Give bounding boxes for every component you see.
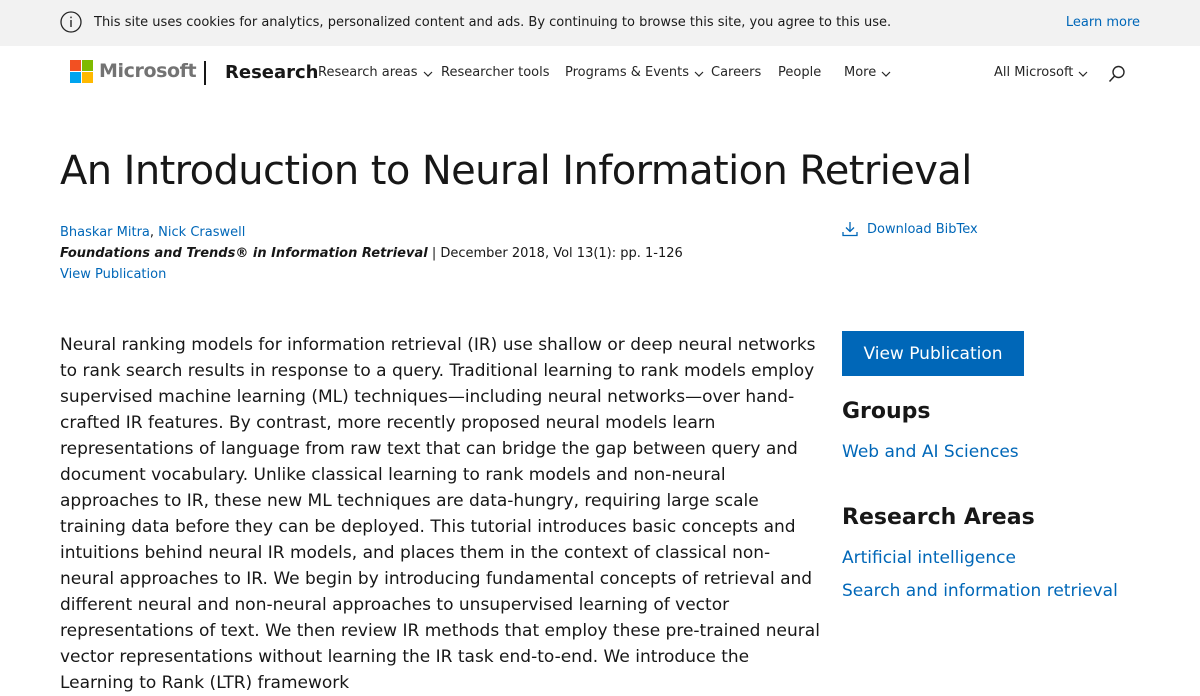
info-icon: [60, 11, 82, 33]
publication-details: | December 2018, Vol 13(1): pp. 1-126: [431, 246, 683, 261]
nav-label: Programs & Events: [565, 65, 690, 80]
page-title: An Introduction to Neural Information Retrieval: [60, 148, 972, 194]
author-separator: ,: [149, 225, 155, 240]
nav-label: Careers: [711, 65, 762, 80]
all-microsoft-label: All Microsoft: [994, 65, 1074, 80]
download-bibtex-label: Download BibTex: [867, 221, 978, 237]
site-header: [0, 46, 1200, 102]
nav-researcher-tools[interactable]: [441, 65, 550, 80]
chevron-down-icon: [423, 69, 433, 79]
research-home-link[interactable]: Research: [225, 62, 319, 83]
nav-more[interactable]: [844, 65, 891, 80]
journal-name: Foundations and Trends® in Information Retrieval: [60, 246, 428, 261]
nav-label: Researcher tools: [441, 65, 550, 80]
download-bibtex-link[interactable]: [842, 221, 978, 237]
microsoft-logo-icon: [70, 60, 93, 83]
nav-research-areas[interactable]: [318, 65, 433, 80]
groups-heading: Groups: [842, 399, 931, 424]
research-area-link[interactable]: Artificial intelligence: [842, 548, 1016, 568]
author-link[interactable]: Bhaskar Mitra: [60, 225, 150, 240]
chevron-down-icon: [881, 69, 891, 79]
author-link[interactable]: Nick Craswell: [158, 225, 246, 240]
nav-label: More: [844, 65, 877, 80]
download-icon: [842, 221, 858, 237]
learn-more-link[interactable]: Learn more: [1065, 15, 1140, 30]
cookie-message: This site uses cookies for analytics, personalized content and ads. By continuing to browse this site, you agree to this use.: [94, 15, 892, 30]
view-publication-link[interactable]: View Publication: [60, 267, 167, 282]
chevron-down-icon: [1078, 69, 1088, 79]
abstract-text: Neural ranking models for information retrieval (IR) use shallow or deep neural networks to rank search results in response to a query. Traditional learning to rank models employ supervised machine learning (ML) techniques—including neural networks—over hand-crafted IR features. By contrast, more recently proposed neural models learn representations of language from raw text that can bridge the gap between query and document vocabulary. Unlike classical learning to rank models and non-neural approaches to IR, these new ML techniques are data-hungry, requiring large scale training data before they can be deployed. This tutorial introduces basic concepts and intuitions behind neural IR models, and places them in the context of classical non-neural approaches to IR. We begin by introducing fundamental concepts of retrieval and different neural and non-neural approaches to unsupervised learning of vector representations of text. We then review IR methods that employ these pre-trained neural vector representations without learning the IR task end-to-end. We introduce the Learning to Rank (LTR) framework: [60, 335, 820, 693]
cookie-banner: [0, 0, 1200, 46]
microsoft-logo[interactable]: [70, 60, 93, 83]
nav-careers[interactable]: [711, 65, 761, 80]
author-list: [60, 225, 245, 240]
microsoft-wordmark[interactable]: Microsoft: [99, 60, 197, 82]
search-icon[interactable]: [1107, 64, 1127, 84]
publication-venue: [60, 246, 683, 261]
header-divider: [204, 61, 206, 85]
all-microsoft-menu[interactable]: [994, 65, 1088, 80]
nav-programs-events[interactable]: [565, 65, 704, 80]
view-publication-button[interactable]: View Publication: [842, 331, 1024, 376]
group-link[interactable]: Web and AI Sciences: [842, 442, 1019, 462]
research-area-link[interactable]: Search and information retrieval: [842, 581, 1118, 601]
research-areas-heading: Research Areas: [842, 505, 1035, 530]
nav-label: Research areas: [318, 65, 418, 80]
nav-label: People: [778, 65, 822, 80]
chevron-down-icon: [694, 69, 704, 79]
nav-people[interactable]: [778, 65, 821, 80]
